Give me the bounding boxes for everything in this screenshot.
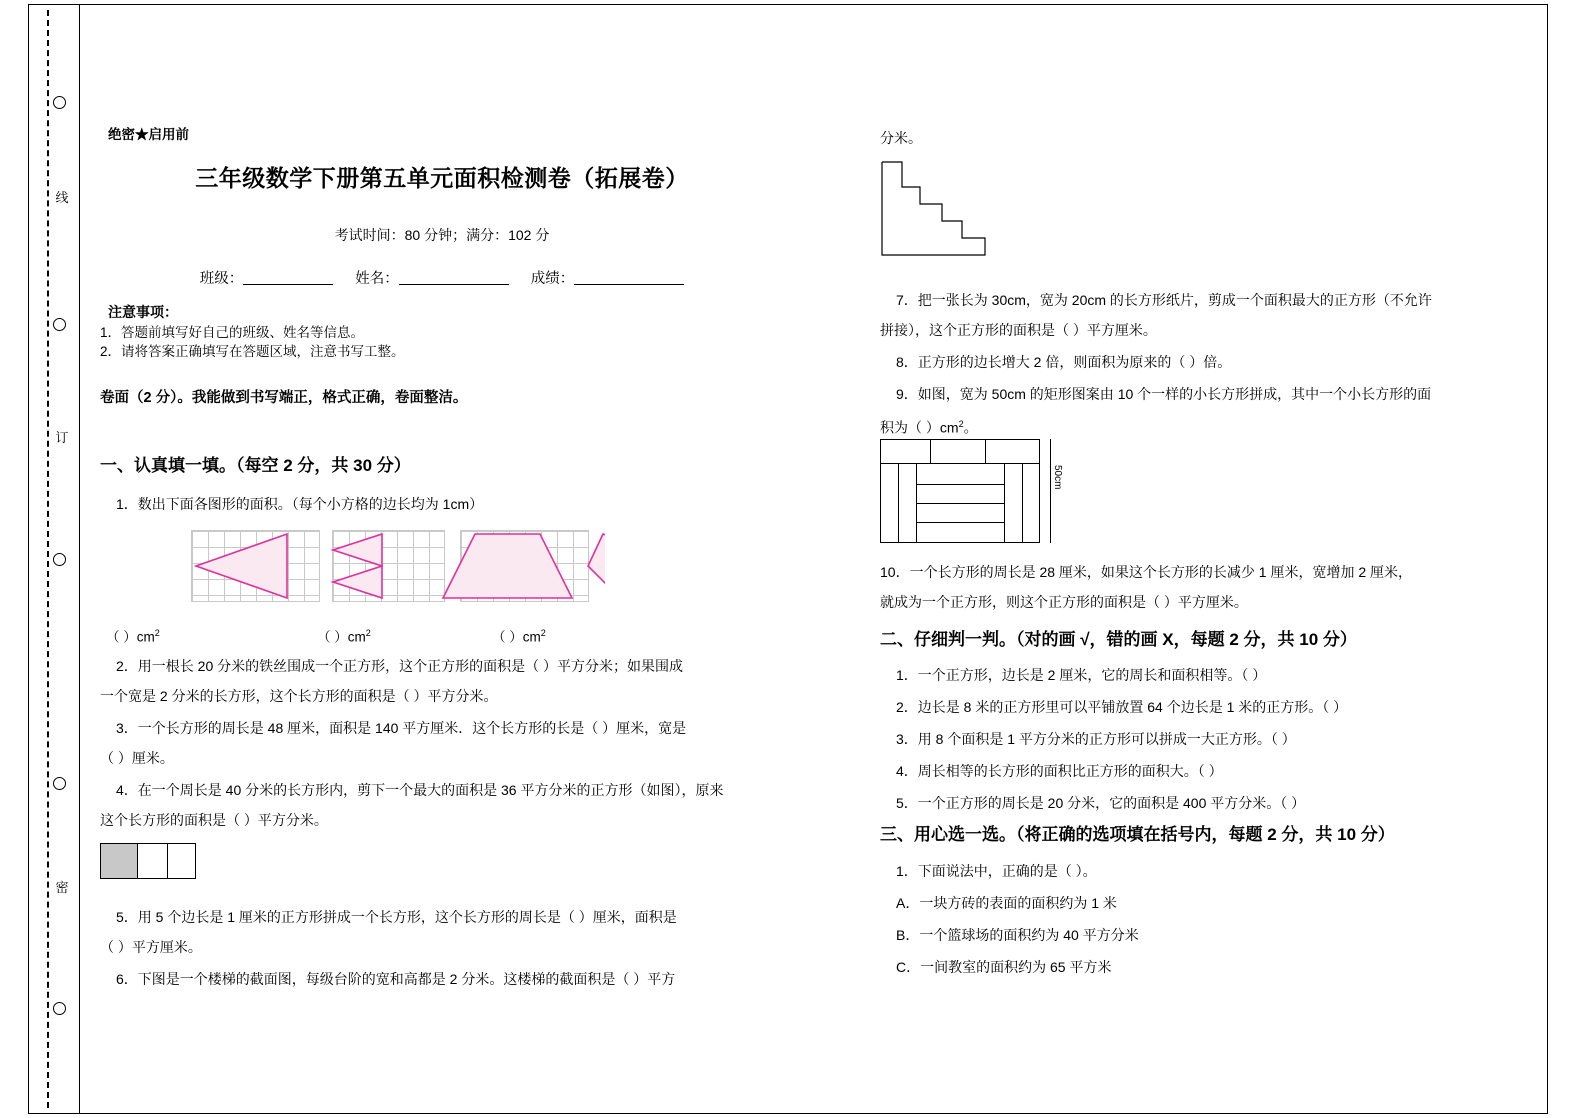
seal-circle bbox=[53, 96, 66, 109]
name-label: 姓名： bbox=[355, 271, 399, 287]
seal-circle bbox=[53, 777, 66, 790]
section3-q1: 1．下面说法中，正确的是（ ）。 bbox=[896, 863, 1097, 879]
notes-title: 注意事项： bbox=[108, 304, 178, 320]
section2-item-1: 1．一个正方形，边长是 2 厘米，它的周长和面积相等。（ ） bbox=[896, 667, 1267, 683]
score-label: 成绩： bbox=[530, 271, 575, 287]
staircase-figure bbox=[880, 160, 1010, 260]
section3-option-b: B．一个篮球场的面积约为 40 平方分米 bbox=[896, 927, 1139, 943]
section2-item-4: 4．周长相等的长方形的面积比正方形的面积大。（ ） bbox=[896, 763, 1223, 779]
secret-label: 绝密★启用前 bbox=[108, 127, 189, 142]
q1-figures bbox=[100, 523, 800, 603]
q1-6-line2: 分米。 bbox=[880, 130, 922, 146]
q1-3-line2: （ ）厘米。 bbox=[100, 750, 174, 766]
q1-5-line1: 5．用 5 个边长是 1 厘米的正方形拼成一个长方形，这个长方形的周长是（ ）厘米，面积是 bbox=[116, 909, 677, 925]
class-label: 班级： bbox=[199, 271, 244, 287]
seal-label-line: 线 bbox=[55, 190, 69, 205]
q1-9-figure bbox=[880, 439, 1080, 543]
q1-4-line1: 4．在一个周长是 40 分米的长方形内，剪下一个最大的面积是 36 平方分米的正方形（如图），原来 bbox=[116, 782, 724, 798]
q1-10-line1: 10．一个长方形的周长是 28 厘米，如果这个长方形的长减少 1 厘米，宽增加 2 厘米， bbox=[880, 564, 1413, 580]
q1-10-line2: 就成为一个正方形，则这个正方形的面积是（ ）平方厘米。 bbox=[880, 594, 1248, 610]
section2-item-3: 3．用 8 个面积是 1 平方分米的正方形可以拼成一大正方形。（ ） bbox=[896, 731, 1296, 747]
section-1-heading: 一、认真填一填。（每空 2 分，共 30 分） bbox=[100, 456, 411, 475]
section2-item-2: 2．边长是 8 米的正方形里可以平铺放置 64 个边长是 1 米的正方形。（ ） bbox=[896, 699, 1348, 715]
name-blank[interactable] bbox=[399, 269, 509, 285]
exam-subtitle: 考试时间：80 分钟；满分：102 分 bbox=[334, 227, 550, 243]
q1-9-line1: 9．如图，宽为 50cm 的矩形图案由 10 个一样的小长方形拼成，其中一个小长方形的面 bbox=[896, 386, 1432, 402]
page-title: 三年级数学下册第五单元面积检测卷（拓展卷） bbox=[195, 165, 689, 191]
seal-circle bbox=[53, 1002, 66, 1015]
q1-6-line1: 6．下图是一个楼梯的截面图，每级台阶的宽和高都是 2 分米。这楼梯的截面积是（ ）平方 bbox=[116, 971, 676, 987]
q1-3-line1: 3．一个长方形的周长是 48 厘米，面积是 140 平方厘米．这个长方形的长是（ ）厘米，宽是 bbox=[116, 720, 687, 736]
page-content bbox=[82, 5, 1548, 1113]
q1-7-line2: 拼接），这个正方形的面积是（ ）平方厘米。 bbox=[880, 322, 1157, 338]
class-blank[interactable] bbox=[243, 269, 333, 285]
section-3-heading: 三、用心选一选。（将正确的选项填在括号内，每题 2 分，共 10 分） bbox=[880, 825, 1395, 844]
handwriting-note: 卷面（2 分）。我能做到书写端正，格式正确，卷面整洁。 bbox=[100, 390, 468, 406]
section3-option-c: C．一间教室的面积约为 65 平方米 bbox=[896, 959, 1112, 975]
seal-dashed-line bbox=[47, 10, 49, 1108]
seal-label-mi: 密 bbox=[55, 880, 69, 895]
seal-circle bbox=[53, 318, 66, 331]
q1-9-line2: 积为（ ）$cm^2$。 bbox=[880, 419, 978, 436]
note-1: 1．答题前填写好自己的班级、姓名等信息。 bbox=[100, 325, 365, 340]
section-2-heading: 二、仔细判一判。（对的画 √，错的画 X，每题 2 分，共 10 分） bbox=[880, 630, 1357, 649]
score-blank[interactable] bbox=[574, 269, 684, 285]
q1-unit-3: （ ）$cm^2$ bbox=[492, 628, 546, 645]
seal-circle bbox=[53, 553, 66, 566]
q1-4-figure bbox=[100, 843, 196, 879]
q1-5-line2: （ ）平方厘米。 bbox=[100, 939, 202, 955]
q1-unit-1: （ ）$cm^2$ bbox=[106, 628, 160, 645]
q1-1: 1．数出下面各图形的面积。（每个小方格的边长均为 1cm） bbox=[116, 496, 484, 512]
q1-4-line2: 这个长方形的面积是（ ）平方分米。 bbox=[100, 812, 328, 828]
q1-unit-2: （ ）$cm^2$ bbox=[317, 628, 371, 645]
q1-7-line1: 7．把一张长为 30cm，宽为 20cm 的长方形纸片，剪成一个面积最大的正方形（不允许 bbox=[896, 292, 1432, 308]
seal-label-ding: 订 bbox=[55, 430, 69, 445]
q1-9-dimension-label: 50cm bbox=[1052, 465, 1063, 490]
student-info-row bbox=[92, 267, 792, 288]
section2-item-5: 5．一个正方形的周长是 20 分米，它的面积是 400 平方分米。（ ） bbox=[896, 795, 1306, 811]
q1-8: 8．正方形的边长增大 2 倍，则面积为原来的（ ）倍。 bbox=[896, 354, 1232, 370]
section3-option-a: A．一块方砖的表面的面积约为 1 米 bbox=[896, 895, 1117, 911]
q1-2-line2: 一个宽是 2 分米的长方形，这个长方形的面积是（ ）平方分米。 bbox=[100, 688, 498, 704]
q1-2-line1: 2．用一根长 20 分米的铁丝围成一个正方形，这个正方形的面积是（ ）平方分米；如果围成 bbox=[116, 658, 684, 674]
note-2: 2．请将答案正确填写在答题区域，注意书写工整。 bbox=[100, 344, 405, 359]
q1-shapes bbox=[185, 523, 605, 609]
